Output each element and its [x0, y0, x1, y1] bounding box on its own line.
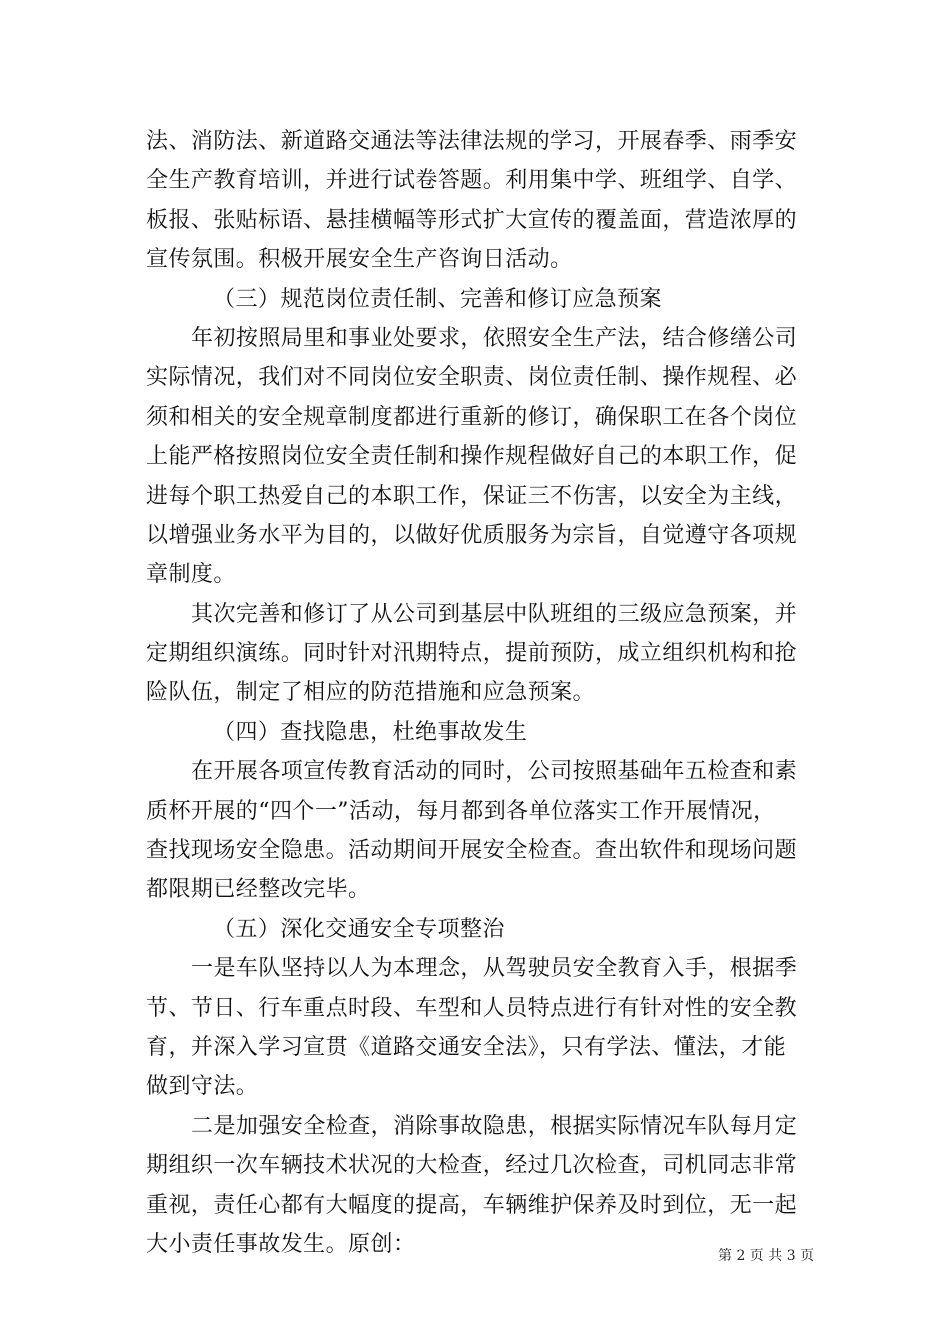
text-line: 险队伍，制定了相应的防范措施和应急预案。	[146, 680, 596, 706]
text-line: 都限期已经整改完毕。	[146, 877, 371, 903]
text-line: 板报、张贴标语、悬挂横幅等形式扩大宣传的覆盖面，营造浓厚的	[146, 207, 798, 233]
document-body	[146, 122, 810, 1264]
text-line: 须和相关的安全规章制度都进行重新的修订，确保职工在各个岗位	[146, 404, 798, 430]
paragraph-first-line: 年初按照局里和事业处要求，依照安全生产法，结合修缮公司	[191, 325, 798, 351]
text-line: 上能严格按照岗位安全责任制和操作规程做好自己的本职工作，促	[146, 444, 798, 470]
text-line: 节、节日、行车重点时段、车型和人员特点进行有针对性的安全教	[146, 995, 798, 1021]
text-line: 质杯开展的“四个一”活动，每月都到各单位落实工作开展情况，	[146, 798, 776, 824]
text-line: 定期组织演练。同时针对汛期特点，提前预防，成立组织机构和抢	[146, 641, 798, 667]
text-line: 重视，责任心都有大幅度的提高，车辆维护保养及时到位，无一起	[146, 1192, 798, 1218]
text-line: 章制度。	[146, 562, 236, 588]
page-number-footer: 第 2 页 共 3 页	[718, 1248, 815, 1264]
text-line: 大小责任事故发生。原创：	[146, 1231, 416, 1257]
section-heading-3: （三）规范岗位责任制、完善和修订应急预案	[213, 286, 663, 312]
text-line: 法、消防法、新道路交通法等法律法规的学习，开展春季、雨季安	[146, 129, 798, 154]
paragraph-first-line: 其次完善和修订了从公司到基层中队班组的三级应急预案，并	[191, 601, 798, 627]
section-heading-5: （五）深化交通安全专项整治	[213, 916, 505, 942]
text-line: 进每个职工热爱自己的本职工作，保证三不伤害，以安全为主线，	[146, 483, 798, 509]
section-heading-4: （四）查找隐患，杜绝事故发生	[213, 719, 528, 745]
text-line: 查找现场安全隐患。活动期间开展安全检查。查出软件和现场问题	[146, 838, 798, 864]
text-line: 全生产教育培训，并进行试卷答题。利用集中学、班组学、自学、	[146, 168, 798, 194]
text-line: 以增强业务水平为目的，以做好优质服务为宗旨，自觉遵守各项规	[146, 522, 798, 548]
text-line: 做到守法。	[146, 1074, 259, 1100]
text-line: 育，并深入学习宣贯《道路交通安全法》，只有学法、懂法，才能	[146, 1034, 787, 1060]
paragraph-first-line: 在开展各项宣传教育活动的同时，公司按照基础年五检查和素	[191, 759, 798, 785]
paragraph-first-line: 二是加强安全检查，消除事故隐患，根据实际情况车队每月定	[191, 1113, 798, 1139]
paragraph-first-line: 一是车队坚持以人为本理念，从驾驶员安全教育入手，根据季	[191, 956, 798, 982]
text-line: 实际情况，我们对不同岗位安全职责、岗位责任制、操作规程、必	[146, 365, 798, 391]
text-line: 期组织一次车辆技术状况的大检查，经过几次检查，司机同志非常	[146, 1153, 798, 1179]
text-line: 宣传氛围。积极开展安全生产咨询日活动。	[146, 247, 573, 273]
